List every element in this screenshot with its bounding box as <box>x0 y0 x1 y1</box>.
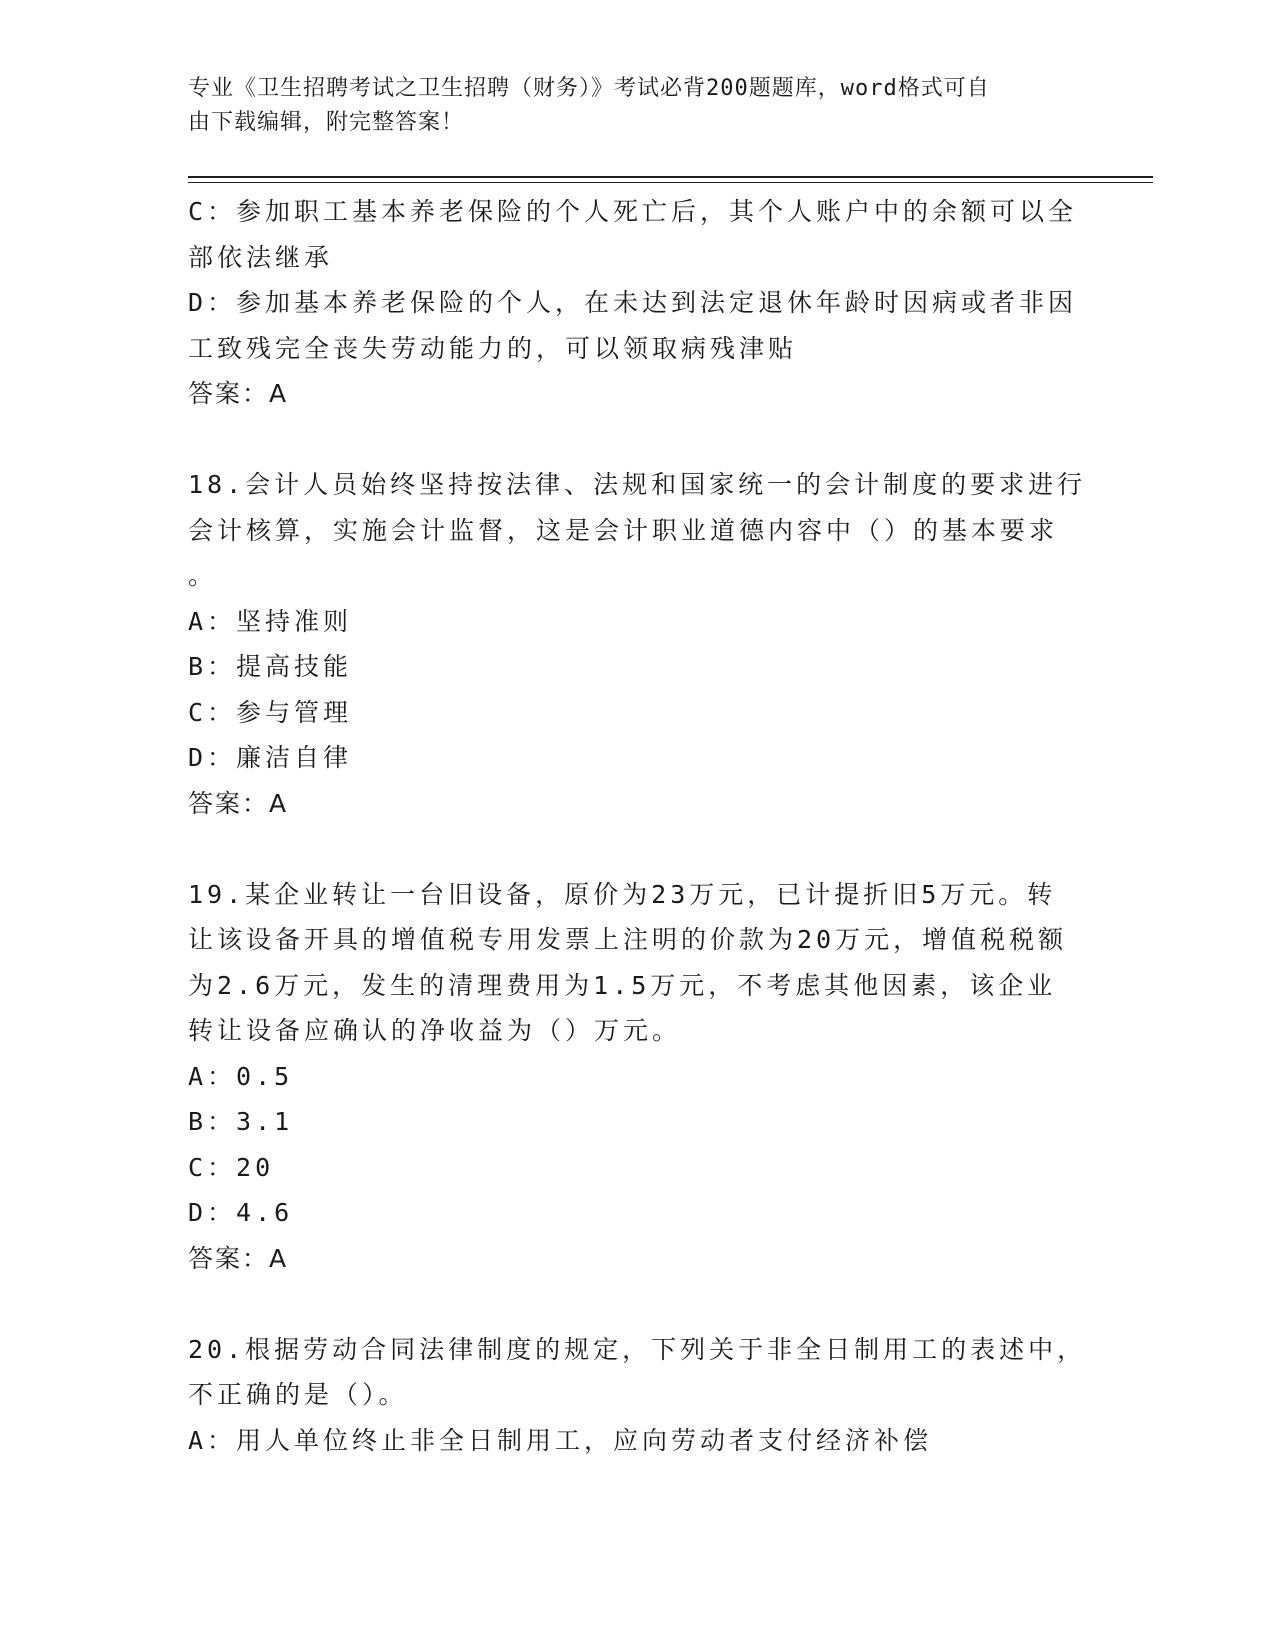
question-19 <box>188 872 1088 1282</box>
header-line-1: 专业《卫生招聘考试之卫生招聘（财务）》考试必背200题题库，word格式可自 <box>188 76 990 101</box>
question-20 <box>188 1327 1088 1464</box>
option-d: D：4.6 <box>188 1198 294 1227</box>
question-18 <box>188 462 1088 826</box>
option-b: B：提高技能 <box>188 652 353 681</box>
option-d: D：廉洁自律 <box>188 743 353 772</box>
option-c: C：参与管理 <box>188 697 353 727</box>
spacer <box>188 417 1088 463</box>
option-a: A：0.5 <box>188 1061 294 1091</box>
header-rule-thick <box>188 176 1153 178</box>
question-stem-line-2: 会计核算，实施会计监督，这是会计职业道德内容中（）的基本要求 <box>188 515 1059 545</box>
question-stem-line-1: 20.根据劳动合同法律制度的规定，下列关于非全日制用工的表述中， <box>188 1334 1087 1364</box>
option-c: C：20 <box>188 1152 275 1182</box>
option-d-line-2: 工致残完全丧失劳动能力的，可以领取病残津贴 <box>188 333 798 363</box>
option-a: A：坚持准则 <box>188 606 353 636</box>
answer: 答案：A <box>188 1243 289 1273</box>
answer: 答案：A <box>188 379 289 408</box>
document-header <box>188 72 1088 140</box>
header-line-2: 由下载编辑，附完整答案！ <box>188 110 465 135</box>
question-stem-line-2: 不正确的是（）。 <box>188 1380 408 1409</box>
option-c-line-1: C：参加职工基本养老保险的个人死亡后，其个人账户中的余额可以全 <box>188 197 1078 226</box>
option-a: A：用人单位终止非全日制用工，应向劳动者支付经济补偿 <box>188 1425 933 1455</box>
question-stem-line-1: 18.会计人员始终坚持按法律、法规和国家统一的会计制度的要求进行 <box>188 470 1087 499</box>
question-17-tail <box>188 189 1088 417</box>
question-content <box>188 189 1088 1463</box>
option-d-line-1: D：参加基本养老保险的个人，在未达到法定退休年龄时因病或者非因 <box>188 288 1078 317</box>
header-rule-thin <box>188 182 1153 183</box>
option-c-line-2: 部依法继承 <box>188 242 334 272</box>
question-stem-line-2: 让该设备开具的增值税专用发票上注明的价款为20万元，增值税税额 <box>188 925 1068 954</box>
question-stem-line-3: 为2.6万元，发生的清理费用为1.5万元，不考虑其他因素，该企业 <box>188 970 1057 1000</box>
spacer <box>188 1281 1088 1327</box>
spacer <box>188 826 1088 872</box>
question-stem-line-1: 19.某企业转让一台旧设备，原价为23万元，已计提折旧5万元。转 <box>188 879 1057 909</box>
question-stem-line-3: 。 <box>188 561 218 590</box>
option-b: B：3.1 <box>188 1107 294 1136</box>
question-stem-line-4: 转让设备应确认的净收益为（）万元。 <box>188 1016 682 1045</box>
answer: 答案：A <box>188 788 289 818</box>
